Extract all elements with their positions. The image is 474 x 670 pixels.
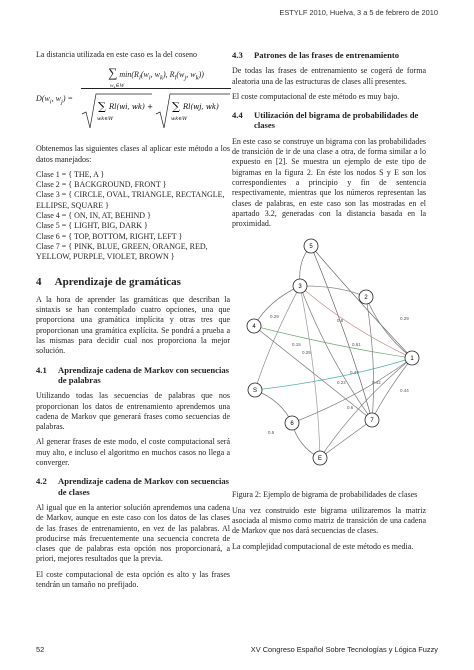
graph-edge [320,420,372,458]
graph-node [365,413,379,427]
figure-caption: Figura 2: Ejemplo de bigrama de probabilidades de clases [232,490,418,500]
svg-text:7: 7 [370,418,374,425]
svg-text:Rl(wi, wk) +: Rl(wi, wk) + [109,103,153,112]
svg-text:E: E [317,456,323,463]
svg-text:6: 6 [290,421,294,428]
after-equation-text: Obtenemos las siguientes clases al aplicar este método a los datos manejados: [36,144,230,164]
edge-label: 0.6 [347,405,354,411]
edge-label: 0.29 [270,314,279,320]
edge-label: 0.42 [372,380,381,386]
section-4-3-heading: 4.3 Patrones de las frases de entrenamiento [232,50,400,60]
section-4-3-paragraph: De todas las frases de entrenamiento se cogerá de forma aleatoria una de las estructuras de clases allí presentes. [232,66,426,86]
bigram-graph [232,234,426,484]
intro-text: La distancia utilizada en este caso es la del coseno [36,50,198,59]
equation-numerator: ∑ $\min(R_l(w_i$, $w_k$), $R_l(w_j$, $w_k$)) $w_k\in W$ [108,65,204,91]
edge-label: 0.29 [400,316,409,322]
section-4-4-heading: 4.4 Utilización del bigrama de probabilidades de clases [232,110,419,131]
graph-edge [300,286,372,420]
edge-label: 0.61 [352,342,361,348]
graph-node [405,351,419,365]
page-number: 52 [36,645,45,654]
class-item: Clase 5 = { LIGHT, BIG, DARK } [36,221,148,231]
svg-text:∑: ∑ [172,100,180,114]
right-column [232,50,426,557]
graph-node [304,239,318,253]
svg-text:1: 1 [410,356,414,363]
graph-edge [320,358,412,458]
class-item: Clase 1 = { THE, A } [36,169,105,179]
section-4-2-paragraph: Al igual que en la anterior solución aprendemos una cadena de Markov, aunque en este caso con los datos de las clases de las frases de entrenamiento, en vez de las palabras. Al producirse más frecuentemente una secuencia concreta de clases que de palabras esta opción nos proporcionará, a priori, mejores resultados que la previa. [36,502,230,564]
svg-text:Rl(wj, wk): Rl(wj, wk) [183,103,219,112]
edge-label: 0.25 [302,350,311,356]
left-column [36,50,230,595]
class-item: Clase 2 = { BACKGROUND, FRONT } [36,180,167,190]
graph-edge [252,388,292,423]
section-number: 4 [36,275,42,288]
svg-text:3: 3 [298,284,302,291]
after-figure-paragraph: La complejidad computacional de este método es media. [232,541,414,551]
svg-text:4: 4 [252,324,256,331]
graph-node [285,416,299,430]
svg-text:wk∈W: wk∈W [97,116,114,123]
graph-edge [300,286,320,458]
class-item: Clase 6 = { TOP, BOTTOM, RIGHT, LEFT } [36,231,183,241]
graph-node [293,279,307,293]
fraction-bar [81,88,231,89]
svg-text:wk∈W: wk∈W [171,116,188,123]
graph-node [247,319,261,333]
class-list [36,170,230,263]
edge-label: 0.22 [337,380,346,386]
edge-label: 0.8 [337,318,344,324]
graph-edge [366,297,412,358]
svg-text:5: 5 [309,244,313,251]
bigram-figure [232,234,426,484]
graph-edge [300,286,366,297]
cosine-equation [36,66,230,136]
svg-text:S: S [252,388,258,395]
footer-conference: XV Congreso Español Sobre Tecnologías y Lógica Fuzzy [250,645,438,654]
section-4-2-paragraph: El coste computacional de esta opción es alto y las frases tendrán un tamaño no prefijado. [36,569,230,589]
section-4-heading [36,277,230,287]
section-4-1-paragraph: Al generar frases de este modo, el coste computacional será muy alto, e incluso el algoritmo en muchos casos no llega a converger. [36,437,230,468]
section-4-2-heading: 4.2 Aprendizaje cadena de Markov con secuencias de clases [36,476,229,497]
graph-edge [254,286,300,326]
equation-lhs: $D(w_i$, $w_j$) = [36,94,73,106]
graph-node [313,451,327,465]
graph-node [359,290,373,304]
edge-label: 0.15 [292,342,301,348]
section-4-1-paragraph: Utilizando todas las secuencias de palabras que nos proporcionan los datos de entrenamiento aprendemos una cadena de Markov que generará frases como secuencias de palabras. [36,391,230,432]
section-4-3-paragraph: El coste computacional de este método es muy bajo. [232,91,400,101]
graph-node [248,383,262,397]
edge-label: 0.5 [268,430,275,436]
edge-label: 0.47 [350,370,359,376]
running-head: ESTYLF 2010, Huelva, 3 a 5 de febrero de 2010 [279,8,438,17]
equation-denominator [80,92,232,132]
class-item: Clase 4 = { ON, IN, AT, BEHIND } [36,211,151,221]
section-title: Aprendizaje de gramáticas [54,275,181,288]
edge-label: 0.44 [400,388,409,394]
section-4-1-heading: 4.1 Aprendizaje cadena de Markov con secuencias de palabras [36,364,229,385]
graph-edge [300,286,412,358]
svg-text:2: 2 [364,295,368,302]
class-item: Clase 7 = { PINK, BLUE, GREEN, ORANGE, RED, YELLOW, PURPLE, VIOLET, BROWN } [36,241,208,262]
class-item: Clase 3 = { CIRCLE, OVAL, TRIANGLE, RECTANGLE, ELLIPSE, SQUARE } [36,190,225,210]
graph-edge [255,286,300,390]
svg-text:∑: ∑ [98,100,106,114]
section-4-4-paragraph: En este caso se construye un bigrama con las probabilidades de transición de ir de una clase a otra, de forma similar a lo expuesto en [2]. Se muestra un ejemplo de este tipo de bigramas en la figura 2. En éste los nodos S y E son los correspondientes a principio y fin de sentencia respectivamente, mientras que los números representan las clases de palabras, en este caso son las mostradas en el apartado 3.2, generadas con la distancia basada en la proximidad. [232,136,426,229]
section-4-paragraph: A la hora de aprender las gramáticas que describan la sintaxis se han contemplado cuatro opciones, una que proporciona una gramática implícita y otras tres que proporcionan una gramática explícita. Se pondrá a prueba a las mismas para decidir cual nos proporciona la mejor solución. [36,294,230,356]
after-figure-paragraph: Una vez construido este bigrama utilizaremos la matriz asociada al mismo como matriz de transición de una cadena de Markov que nos dará secuencias de clases. [232,505,426,536]
